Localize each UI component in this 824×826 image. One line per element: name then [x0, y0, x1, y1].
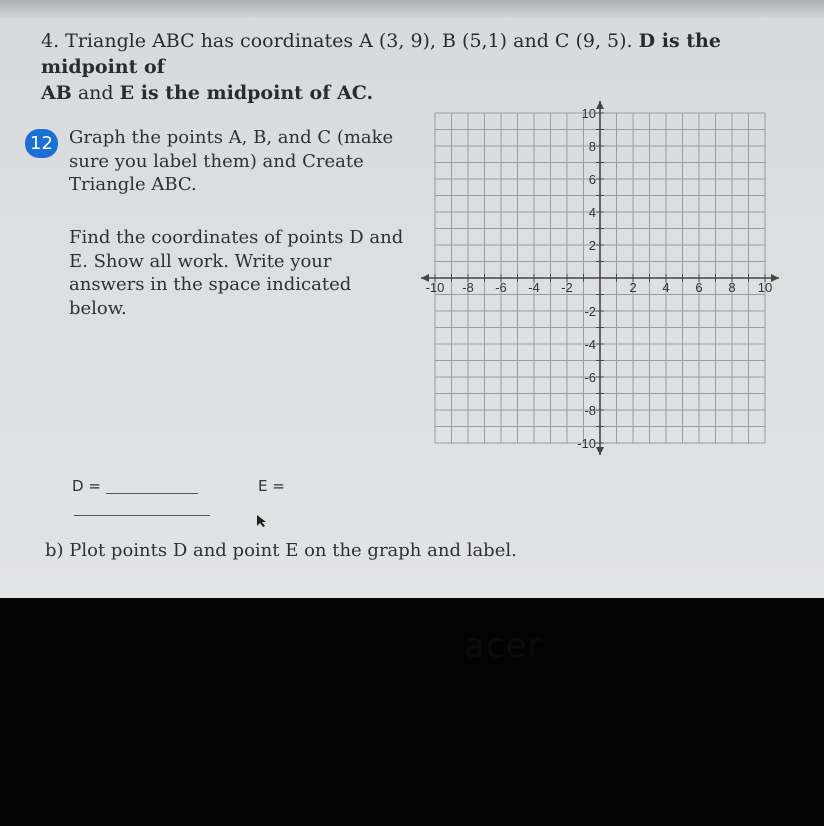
y-tick-label: -10 — [577, 436, 596, 451]
y-tick-label: 2 — [588, 238, 596, 253]
coordinate-grid — [410, 98, 773, 478]
brand-text: acer — [464, 626, 543, 666]
y-tick-label: 8 — [588, 139, 596, 154]
x-tick-label: -8 — [462, 280, 474, 295]
part-b-instruction: b) Plot points D and point E on the graph and label. — [45, 540, 517, 561]
monitor-brand-logo — [464, 626, 542, 666]
screen-top-edge — [0, 0, 824, 18]
question-bold-d: D is the midpoint of — [41, 30, 721, 78]
y-tick-label: 4 — [588, 205, 596, 220]
y-tick-label: -4 — [584, 337, 596, 352]
y-tick-label: 10 — [581, 106, 596, 121]
x-tick-label: -2 — [561, 280, 573, 295]
x-tick-label: -10 — [425, 280, 445, 295]
y-tick-label: 6 — [588, 172, 596, 187]
y-axis-arrow-up — [596, 101, 604, 109]
instruction-find-midpoints: Find the coordinates of points D and E. Show all work. Write your answers in the space indicated below. — [69, 227, 404, 319]
question-text: 4. Triangle ABC has coordinates A (3, 9), B (5,1) and C (9, 5). — [41, 30, 639, 52]
answer-d-label: D = — [72, 477, 101, 495]
x-tick-label: 8 — [728, 280, 736, 295]
x-tick-label: -4 — [528, 280, 540, 295]
answer-d-blank[interactable] — [106, 493, 198, 494]
instruction-graph-points: Graph the points A, B, and C (make sure you label them) and Create Triangle ABC. — [69, 127, 394, 195]
y-tick-label: -6 — [584, 370, 596, 385]
y-tick-label: -2 — [584, 304, 596, 319]
answer-e-blank[interactable] — [74, 515, 210, 516]
y-tick-label: -8 — [584, 403, 596, 418]
x-tick-label: 6 — [695, 280, 703, 295]
mouse-pointer-icon — [256, 514, 268, 528]
question-text-and: and — [71, 82, 120, 104]
x-tick-label: 10 — [757, 280, 773, 295]
question-number-badge: 12 — [25, 129, 58, 158]
answer-e-label: E = — [258, 477, 285, 495]
x-tick-label: 2 — [629, 280, 637, 295]
question-bold-ab: AB — [41, 82, 72, 104]
y-axis-arrow-down — [596, 447, 604, 455]
axes — [421, 101, 779, 455]
question-title — [41, 28, 811, 106]
question-bold-e: E is the midpoint of AC. — [119, 82, 374, 104]
x-tick-label: -6 — [495, 280, 507, 295]
x-tick-label: 4 — [662, 280, 670, 295]
